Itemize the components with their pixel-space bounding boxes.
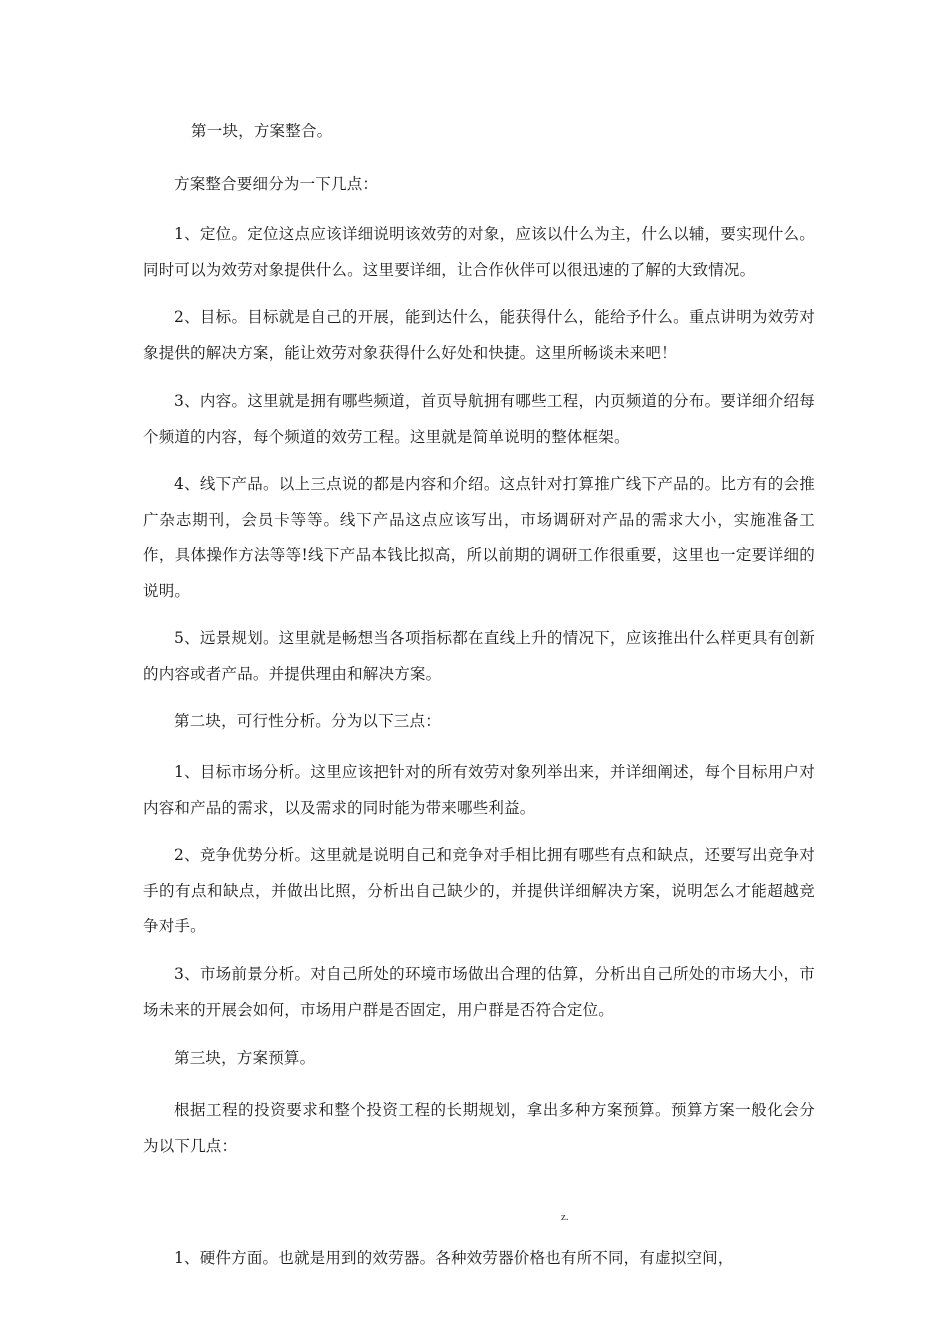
section-heading-3: 第三块，方案预算。 — [174, 1049, 316, 1067]
section-heading-1: 第一块，方案整合。 — [191, 122, 333, 140]
section-heading-2: 第二块，可行性分析。分为以下三点： — [174, 712, 441, 730]
paragraph: 方案整合要细分为一下几点： — [174, 175, 379, 193]
paragraph: 根据工程的投资要求和整个投资工程的长期规划，拿出多种方案预算。预算方案一般化会分为以下几点： — [143, 1101, 815, 1155]
paragraph: 5、远景规划。这里就是畅想当各项指标都在直线上升的情况下，应该推出什么样更具有创新的内容或者产品。并提供理由和解决方案。 — [143, 629, 815, 683]
paragraph: 2、目标。目标就是自己的开展，能到达什么，能获得什么，能给予什么。重点讲明为效劳对象提供的解决方案，能让效劳对象获得什么好处和快捷。这里所畅谈未来吧！ — [143, 308, 815, 362]
paragraph: 1、目标市场分析。这里应该把针对的所有效劳对象列举出来，并详细阐述，每个目标用户对内容和产品的需求，以及需求的同时能为带来哪些利益。 — [143, 763, 815, 817]
paragraph: 1、硬件方面。也就是用到的效劳器。各种效劳器价格也有所不同，有虚拟空间， — [174, 1249, 734, 1267]
paragraph: 3、市场前景分析。对自己所处的环境市场做出合理的估算，分析出自己所处的市场大小，市场未来的开展会如何，市场用户群是否固定，用户群是否符合定位。 — [143, 965, 815, 1019]
paragraph: 1、定位。定位这点应该详细说明该效劳的对象，应该以什么为主，什么以辅，要实现什么。同时可以为效劳对象提供什么。这里要详细，让合作伙伴可以很迅速的了解的大致情况。 — [143, 225, 815, 279]
paragraph: 2、竞争优势分析。这里就是说明自己和竞争对手相比拥有哪些有点和缺点，还要写出竞争对手的有点和缺点，并做出比照，分析出自己缺少的，并提供详细解决方案，说明怎么才能超越竞争对手。 — [143, 846, 815, 935]
page-footer-mark: z. — [561, 1211, 569, 1223]
paragraph: 3、内容。这里就是拥有哪些频道，首页导航拥有哪些工程，内页频道的分布。要详细介绍每个频道的内容，每个频道的效劳工程。这里就是简单说明的整体框架。 — [143, 392, 815, 446]
paragraph: 4、线下产品。以上三点说的都是内容和介绍。这点针对打算推广线下产品的。比方有的会推广杂志期刊，会员卡等等。线下产品这点应该写出，市场调研对产品的需求大小，实施准备工作，具体操作方法等等!线下产品本钱比拟高，所以前期的调研工作很重要，这里也一定要详细的说明。 — [143, 475, 815, 600]
